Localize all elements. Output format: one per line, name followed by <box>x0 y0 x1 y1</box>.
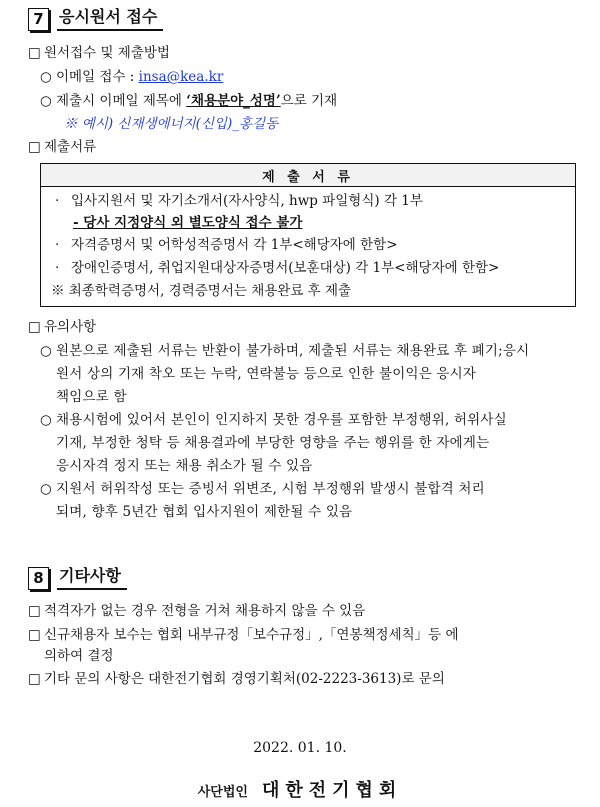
doc-note: ※ 최종학력증명서, 경력증명서는 채용완료 후 제출 <box>51 283 352 299</box>
cautions-heading: □ 유의사항 <box>28 319 97 335</box>
docs-heading: □ 제출서류 <box>28 139 97 155</box>
documents-box <box>40 163 576 307</box>
org-prefix: 사단법인 <box>197 785 248 800</box>
caution-2: ○ 채용시험에 있어서 본인이 인지하지 못한 경우를 포함한 부정행위, 허위사실 기재, 부정한 청탁 등 채용결과에 부당한 영향을 주는 행위를 한 자에게는 응시자격 정지 또는 채용 취소가 될 수 있음 <box>40 409 507 478</box>
email-link[interactable]: insa@kea.kr <box>138 69 224 85</box>
square-bullet: □ <box>28 603 41 619</box>
circle-bullet: ○ <box>40 93 52 109</box>
section-8-title: 기타사항 <box>57 567 127 590</box>
square-bullet: □ <box>28 671 41 687</box>
section-8-header <box>28 567 127 590</box>
doc-item-1-note: - 당사 지정양식 외 별도양식 접수 불가 <box>73 215 303 231</box>
circle-bullet: ○ <box>40 412 52 428</box>
email-label: 이메일 접수 : <box>56 69 139 85</box>
documents-box-title: 제 출 서 류 <box>41 164 575 187</box>
circle-bullet: ○ <box>40 343 52 359</box>
etc-item-3: □ 기타 문의 사항은 대한전기협회 경영기획처(02-2223-3613)로 문의 <box>28 671 445 687</box>
square-bullet: □ <box>28 139 41 155</box>
method-heading: □ 원서접수 및 제출방법 <box>28 45 170 61</box>
etc-item-1: □ 적격자가 없는 경우 전형을 거쳐 채용하지 않을 수 있음 <box>28 603 366 619</box>
example-line: ※ 예시) 신재생에너지(신입)_홍길동 <box>64 116 279 132</box>
section-7-header <box>28 8 163 31</box>
dot-bullet: · <box>55 237 60 253</box>
square-bullet: □ <box>28 627 41 643</box>
circle-bullet: ○ <box>40 69 52 85</box>
circle-bullet: ○ <box>40 481 52 497</box>
doc-item-2: · 자격증명서 및 어학성적증명서 각 1부<해당자에 한함> <box>55 237 398 253</box>
document-date: 2022. 01. 10. <box>253 740 347 756</box>
dot-bullet: · <box>55 260 60 276</box>
section-8-number: 8 <box>28 567 49 590</box>
etc-item-2-cont: 의하여 결정 <box>44 648 114 664</box>
subject-line: ○ 제출시 이메일 제목에 ‘채용분야_성명’으로 기재 <box>40 93 338 109</box>
dot-bullet: · <box>55 193 60 209</box>
email-line <box>40 68 223 86</box>
section-7-number: 7 <box>28 8 49 31</box>
caution-3: ○ 지원서 허위작성 또는 증빙서 위변조, 시험 부정행위 발생시 불합격 처리 되며, 향후 5년간 협회 입사지원이 제한될 수 있음 <box>40 478 485 524</box>
doc-item-1: · 입사지원서 및 자기소개서(자사양식, hwp 파일형식) 각 1부 <box>55 193 423 209</box>
square-bullet: □ <box>28 45 41 61</box>
etc-item-2: □ 신규채용자 보수는 협회 내부규정「보수규정」,「연봉책정세칙」등 에 <box>28 627 459 643</box>
subject-format: ‘채용분야_성명’ <box>186 93 281 109</box>
section-7-title: 응시원서 접수 <box>57 8 163 31</box>
organization-signature <box>0 776 600 802</box>
square-bullet: □ <box>28 319 41 335</box>
doc-item-3: · 장애인증명서, 취업지원대상자증명서(보훈대상) 각 1부<해당자에 한함> <box>55 260 500 276</box>
caution-1: ○ 원본으로 제출된 서류는 반환이 불가하며, 제출된 서류는 채용완료 후 폐기;응시 원서 상의 기재 착오 또는 누락, 연락불능 등으로 인한 불이익은 응시자 책임으로 함 <box>40 340 529 409</box>
org-name: 대한전기협회 <box>261 780 403 801</box>
